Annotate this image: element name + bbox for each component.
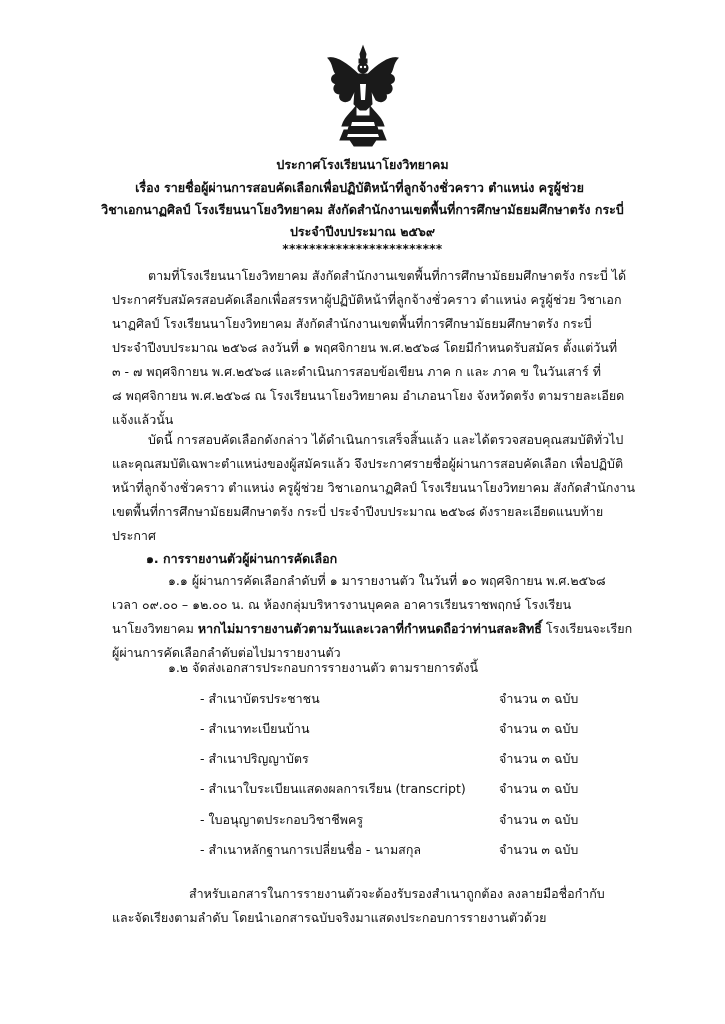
document-quantity: จำนวน ๓ ฉบับ: [499, 842, 579, 857]
item-1-2-line: ๑.๒ จัดส่งเอกสารประกอบการรายงานตัว ตามรายการดังนี้: [168, 660, 479, 675]
item-1-1-text: นาโยงวิทยาคม: [112, 621, 198, 636]
item-1-1-line: [112, 619, 632, 639]
paragraph-line: ๘ พฤศจิกายน พ.ศ.๒๕๖๘ ณ โรงเรียนนาโยงวิทยาคม อำเภอนาโยง จังหวัดตรัง ตามรายละเอียด: [112, 388, 625, 403]
divider-stars: ************************: [282, 242, 443, 256]
paragraph-line: แจ้งแล้วนั้น: [112, 412, 174, 427]
document-name: - สำเนาทะเบียนบ้าน: [200, 721, 310, 736]
list-item: [200, 840, 600, 860]
document-quantity: จำนวน ๓ ฉบับ: [499, 751, 579, 766]
document-name: - สำเนาบัตรประชาชน: [200, 691, 320, 706]
document-name: - ใบอนุญาตประกอบวิชาชีพครู: [200, 812, 364, 827]
document-name: - สำเนาปริญญาบัตร: [200, 751, 309, 766]
announcement-title: ประกาศโรงเรียนนาโยงวิทยาคม: [276, 157, 449, 172]
paragraph-line: นาฏศิลป์ โรงเรียนนาโยงวิทยาคม สังกัดสำนักงานเขตพื้นที่การศึกษามัธยมศึกษาตรัง กระบี่: [112, 316, 592, 331]
paragraph-line: ประจำปีงบประมาณ ๒๕๖๘ ลงวันที่ ๑ พฤศจิกายน พ.ศ.๒๕๖๘ โดยมีกำหนดรับสมัคร ตั้งแต่วันที่: [112, 340, 618, 355]
item-1-1-line: ผู้ผ่านการคัดเลือกลำดับต่อไปมารายงานตัว: [112, 645, 341, 660]
item-1-1-line: ๑.๑ ผู้ผ่านการคัดเลือกลำดับที่ ๑ มารายงานตัว ในวันที่ ๑๐ พฤศจิกายน พ.ศ.๒๕๖๘: [168, 573, 606, 588]
garuda-emblem-icon: [326, 44, 400, 148]
paragraph-line: สำหรับเอกสารในการรายงานตัวจะต้องรับรองสำเนาถูกต้อง ลงลายมือชื่อกำกับ: [189, 886, 605, 901]
list-item: [200, 689, 600, 709]
document-quantity: จำนวน ๓ ฉบับ: [499, 721, 579, 736]
paragraph-line: ประกาศรับสมัครสอบคัดเลือกเพื่อสรรหาผู้ปฏิบัติหน้าที่ลูกจ้างชั่วคราว ตำแหน่ง ครูผู้ช่วย วิชาเอก: [112, 292, 622, 307]
subject-line-3: ประจำปีงบประมาณ ๒๕๖๙: [289, 224, 436, 239]
document-quantity: จำนวน ๓ ฉบับ: [499, 691, 579, 706]
subject-line-1: เรื่อง รายชื่อผู้ผ่านการสอบคัดเลือกเพื่อปฏิบัติหน้าที่ลูกจ้างชั่วคราว ตำแหน่ง ครูผู้ช่วย: [135, 180, 584, 195]
document-quantity: จำนวน ๓ ฉบับ: [499, 781, 579, 796]
list-item: [200, 779, 600, 799]
paragraph-line: ตามที่โรงเรียนนาโยงวิทยาคม สังกัดสำนักงานเขตพื้นที่การศึกษามัธยมศึกษาตรัง กระบี่ ได้: [148, 268, 627, 283]
list-item: [200, 810, 600, 830]
item-1-1-line: เวลา ๐๙.๐๐ – ๑๒.๐๐ น. ณ ห้องกลุ่มบริหารงานบุคคล อาคารเรียนราชพฤกษ์ โรงเรียน: [112, 597, 572, 612]
list-item: [200, 719, 600, 739]
paragraph-line: ๓ - ๗ พฤศจิกายน พ.ศ.๒๕๖๘ และดำเนินการสอบข้อเขียน ภาค ก และ ภาค ข ในวันเสาร์ ที่: [112, 364, 601, 379]
document-name: - สำเนาหลักฐานการเปลี่ยนชื่อ - นามสกุล: [200, 842, 422, 857]
list-item: [200, 749, 600, 769]
paragraph-line: บัดนี้ การสอบคัดเลือกดังกล่าว ได้ดำเนินการเสร็จสิ้นแล้ว และได้ตรวจสอบคุณสมบัติทั่วไป: [148, 432, 624, 447]
paragraph-line: เขตพื้นที่การศึกษามัธยมศึกษาตรัง กระบี่ ประจำปีงบประมาณ ๒๕๖๘ ดังรายละเอียดแนบท้าย: [112, 504, 604, 519]
forfeit-warning: หากไม่มารายงานตัวตามวันและเวลาที่กำหนดถือว่าท่านสละสิทธิ์: [197, 621, 542, 636]
document-quantity: จำนวน ๓ ฉบับ: [499, 812, 579, 827]
paragraph-line: และคุณสมบัติเฉพาะตำแหน่งของผู้สมัครแล้ว จึงประกาศรายชื่อผู้ผ่านการสอบคัดเลือก เพื่อปฏิบัติ: [112, 456, 624, 471]
paragraph-line: ประกาศ: [112, 528, 156, 543]
paragraph-line: และจัดเรียงตามลำดับ โดยนำเอกสารฉบับจริงมาแสดงประกอบการรายงานตัวด้วย: [112, 910, 547, 925]
section-1-title: ๑. การรายงานตัวผู้ผ่านการคัดเลือก: [146, 551, 338, 566]
item-1-1-text: โรงเรียนจะเรียก: [541, 621, 633, 636]
paragraph-line: หน้าที่ลูกจ้างชั่วคราว ตำแหน่ง ครูผู้ช่วย วิชาเอกนาฏศิลป์ โรงเรียนนาโยงวิทยาคม สังกัดสำนักงาน: [112, 480, 636, 495]
document-name: - สำเนาใบระเบียนแสดงผลการเรียน (transcript): [200, 781, 466, 796]
subject-line-2: วิชาเอกนาฏศิลป์ โรงเรียนนาโยงวิทยาคม สังกัดสำนักงานเขตพื้นที่การศึกษามัธยมศึกษาตรัง กระบี่: [101, 202, 624, 217]
